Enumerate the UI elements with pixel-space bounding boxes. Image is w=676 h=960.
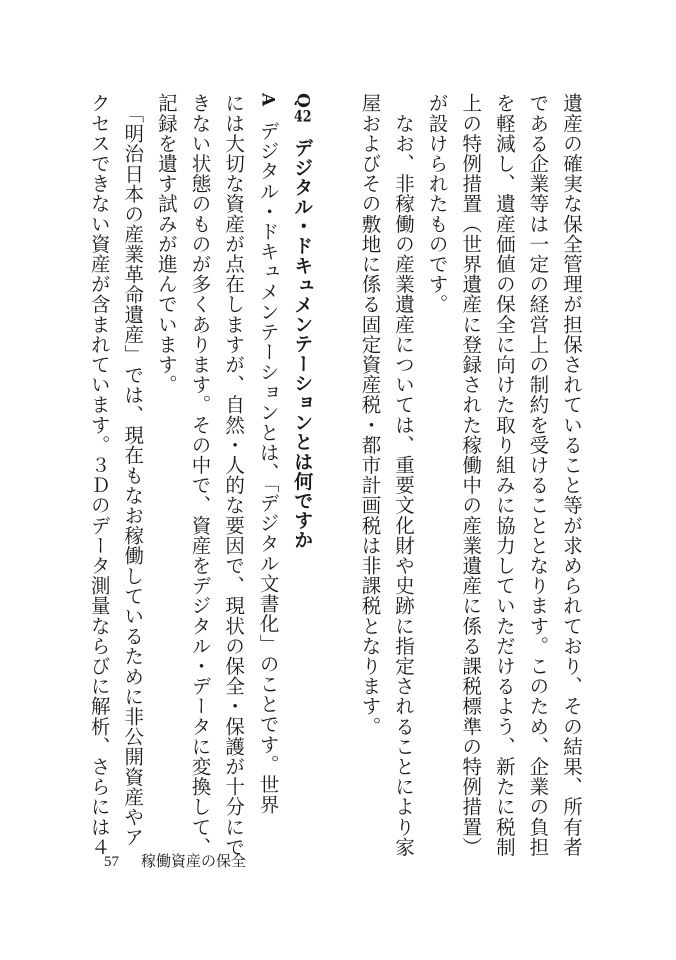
answer-line-6: クセスできない資産が含まれています。３Ｄのデータ測量ならびに解析、さらには４ bbox=[87, 93, 111, 857]
body-line-3: を軽減し、遺産価値の保全に向けた取り組みに協力していただけるよう、新たに税制 bbox=[492, 93, 516, 857]
question-number: 42 bbox=[293, 108, 312, 125]
answer-line-1: デジタル・ドキュメンテーションとは、「デジタル文書化」のことです。世界 bbox=[256, 120, 280, 815]
body-line-6: なお、非稼働の産業遺産については、重要文化財や史跡に指定されることにより家 bbox=[392, 93, 416, 857]
question-title: デジタル・ドキュメンテーションとは何ですか bbox=[291, 138, 314, 551]
page-footer bbox=[104, 850, 246, 871]
running-title: 稼働資産の保全 bbox=[141, 852, 247, 870]
page-number: 57 bbox=[104, 854, 119, 870]
body-line-7: 屋およびその敷地に係る固定資産税・都市計画税は非課税となります。 bbox=[358, 93, 382, 737]
answer-first-line bbox=[250, 93, 285, 823]
answer-line-3: きない状態のものが多くあります。その中で、資産をデジタル・データに変換して、 bbox=[188, 93, 212, 857]
section-gap bbox=[319, 93, 353, 823]
body-line-2: である企業等は一定の経営上の制約を受けることとなります。このため、企業の負担 bbox=[526, 93, 550, 857]
answer-line-4: 記録を遺す試みが進んでいます。 bbox=[154, 93, 178, 395]
question-heading bbox=[285, 93, 320, 823]
answer-mark: A bbox=[257, 93, 278, 107]
answer-line-2: には大切な資産が点在しますが、自然・人的な要因で、現状の保全・保護が十分にで bbox=[222, 93, 246, 857]
body-line-1: 遺産の確実な保全管理が担保されていること等が求められており、その結果、所有者 bbox=[560, 93, 583, 857]
question-mark bbox=[292, 93, 312, 124]
body-line-5: が設けられたものです。 bbox=[425, 93, 449, 315]
vertical-text-block bbox=[82, 93, 588, 857]
question-letter: Q bbox=[292, 93, 313, 109]
body-line-4: 上の特例措置（世界遺産に登録された稼働中の産業遺産に係る課税標準の特例措置） bbox=[459, 93, 483, 857]
answer-line-5: 「明治日本の産業革命遺産」では、現在もなお稼働しているために非公開資産やア bbox=[121, 93, 145, 848]
